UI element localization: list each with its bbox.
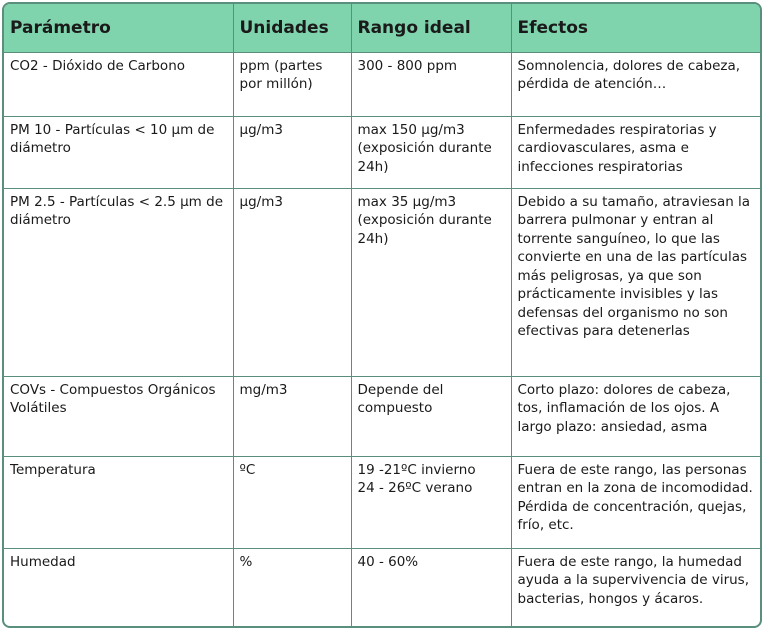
cell-parametro: Humedad	[4, 548, 233, 628]
cell-parametro: PM 2.5 - Partículas < 2.5 µm de diámetro	[4, 188, 233, 376]
table-row	[4, 456, 760, 548]
cell-rango	[351, 548, 511, 628]
cell-unidades: mg/m3	[233, 376, 351, 456]
header-row	[4, 4, 760, 52]
cell-parametro: COVs - Compuestos Orgánicos Volátiles	[4, 376, 233, 456]
cell-rango	[351, 116, 511, 188]
rango-line: Depende del compuesto	[357, 381, 444, 416]
table-row	[4, 116, 760, 188]
rango-line: 40 - 60%	[357, 553, 419, 570]
cell-efectos: Fuera de este rango, la humedad ayuda a la supervivencia de virus, bacterias, hongos y ácaros.	[511, 548, 760, 628]
cell-efectos: Somnolencia, dolores de cabeza, pérdida de atención…	[511, 52, 760, 116]
cell-efectos: Fuera de este rango, las personas entran en la zona de incomodidad. Pérdida de concentración, quejas, frío, etc.	[511, 456, 760, 548]
rango-line: 300 - 800 ppm	[357, 57, 458, 74]
header-efectos: Efectos	[511, 4, 760, 52]
rango-line: 24 - 26ºC verano	[357, 480, 473, 496]
cell-parametro: PM 10 - Partículas < 10 µm de diámetro	[4, 116, 233, 188]
cell-unidades: ºC	[233, 456, 351, 548]
table-row	[4, 188, 760, 376]
cell-rango	[351, 456, 511, 548]
cell-unidades: %	[233, 548, 351, 628]
table-frame	[2, 2, 762, 628]
table-row	[4, 548, 760, 628]
header-unidades: Unidades	[233, 4, 351, 52]
header-rango-ideal: Rango ideal	[351, 4, 511, 52]
table-row	[4, 52, 760, 116]
cell-parametro: Temperatura	[4, 456, 233, 548]
cell-efectos: Enfermedades respiratorias y cardiovasculares, asma e infecciones respiratorias	[511, 116, 760, 188]
cell-unidades: µg/m3	[233, 116, 351, 188]
cell-unidades: ppm (partes por millón)	[233, 52, 351, 116]
rango-line: max 150 µg/m3 (exposición durante 24h)	[357, 121, 492, 175]
cell-rango	[351, 52, 511, 116]
cell-efectos: Corto plazo: dolores de cabeza, tos, inflamación de los ojos. A largo plazo: ansiedad, asma	[511, 376, 760, 456]
cell-efectos: Debido a su tamaño, atraviesan la barrera pulmonar y entran al torrente sanguíneo, lo que las convierte en una de las partículas más peligrosas, ya que son prácticamente invisibles y las defensas del organismo no son efectivas para detenerlas	[511, 188, 760, 376]
header-parametro: Parámetro	[4, 4, 233, 52]
rango-line: 19 -21ºC invierno	[357, 461, 476, 478]
rango-line: max 35 µg/m3 (exposición durante 24h)	[357, 193, 492, 247]
cell-rango	[351, 188, 511, 376]
air-quality-table	[4, 4, 760, 628]
cell-unidades: µg/m3	[233, 188, 351, 376]
cell-parametro: CO2 - Dióxido de Carbono	[4, 52, 233, 116]
table-row	[4, 376, 760, 456]
cell-rango	[351, 376, 511, 456]
